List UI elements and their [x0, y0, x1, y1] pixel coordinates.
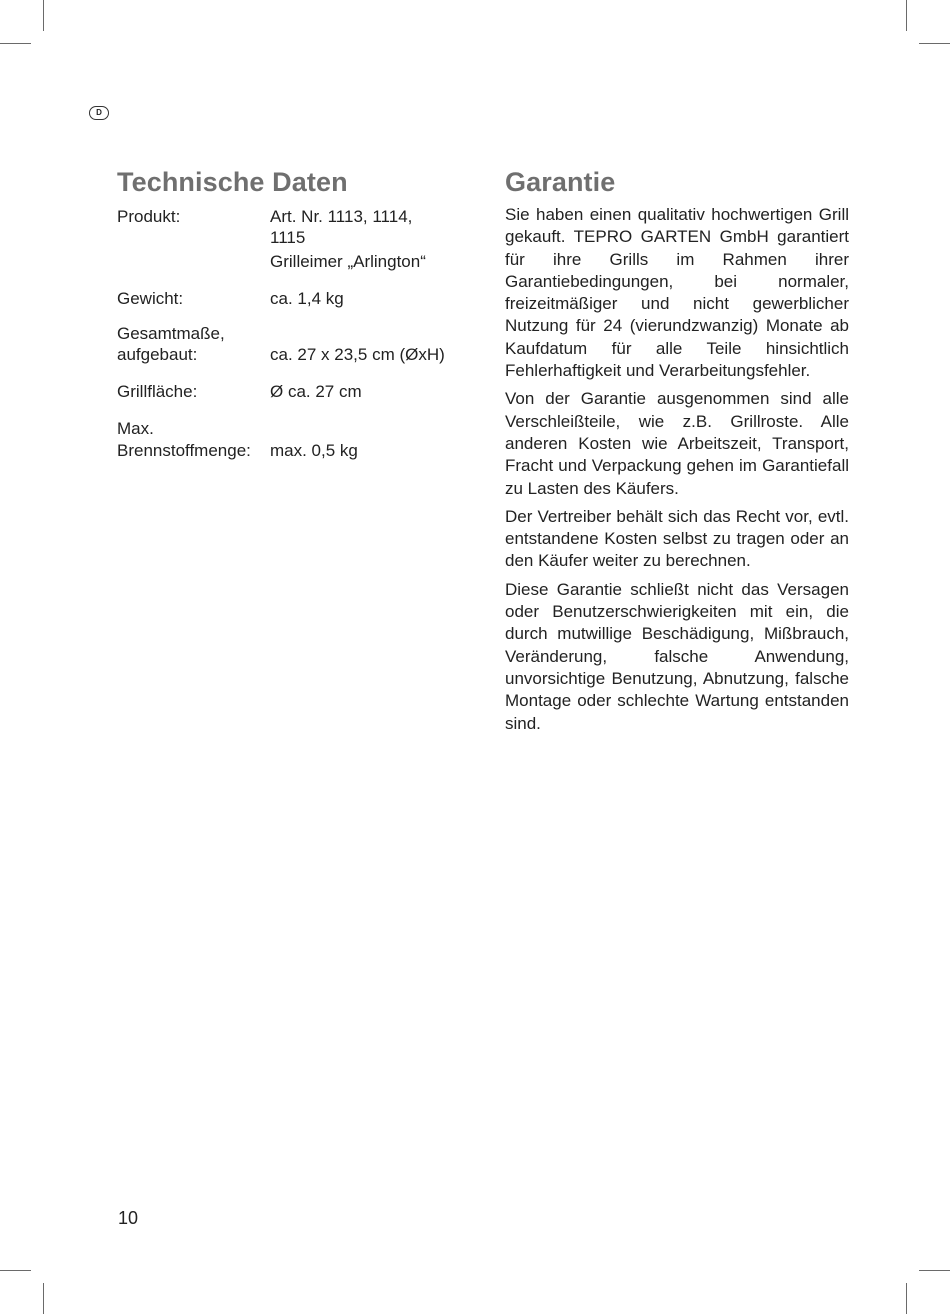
- warranty-heading: Garantie: [505, 167, 616, 197]
- spec-label: aufgebaut:: [117, 345, 198, 364]
- crop-mark-top-right-horizontal: [919, 43, 950, 44]
- spec-value: ca. 1,4 kg: [270, 289, 344, 308]
- page-number: 10: [118, 1208, 139, 1228]
- crop-mark-top-left-horizontal: [0, 43, 31, 44]
- crop-mark-top-right-vertical: [906, 0, 907, 31]
- spec-label: Max.: [117, 419, 154, 438]
- crop-mark-bottom-left-vertical: [43, 1283, 44, 1314]
- spec-value: Art. Nr. 1113, 1114,: [270, 207, 413, 226]
- warranty-paragraph: Sie haben einen qualitativ hochwertigen Grill gekauft. TEPRO GARTEN GmbH garantiert für ihre Grills im Rahmen ihrer Garantiebedingungen, bei normaler, freizeitmäßiger und nicht gewerblicher Nutzung für 24 (vierundzwanzig) Monate ab Kaufdatum für alle Teile hinsichtlich Fehlerhaftigkeit und Verarbeitungsfehler.: [505, 205, 849, 381]
- warranty-paragraph: Diese Garantie schließt nicht das Versagen oder Benutzerschwierigkeiten mit ein, die durch mutwillige Beschädigung, Mißbrauch, Veränderung, falsche Anwendung, unvorsichtige Benutzung, Abnutzung, falsche Montage oder schlechte Wartung entstanden sind.: [505, 579, 849, 733]
- warranty-paragraph: Von der Garantie ausgenommen sind alle Verschleißteile, wie z.B. Grillroste. Alle anderen Kosten wie Arbeitszeit, Transport, Fracht und Verpackung gehen im Garantiefall zu Lasten des Käufers.: [505, 389, 849, 498]
- spec-value: ca. 27 x 23,5 cm (ØxH): [270, 345, 445, 364]
- spec-value: Ø ca. 27 cm: [270, 382, 362, 401]
- spec-label: Gesamtmaße,: [117, 324, 225, 343]
- spec-label: Produkt:: [117, 207, 181, 226]
- spec-label: Brennstoffmenge:: [117, 441, 251, 460]
- spec-value: max. 0,5 kg: [270, 441, 358, 460]
- warranty-paragraph: Der Vertreiber behält sich das Recht vor, evtl. entstandene Kosten selbst zu tragen oder an den Käufer weiter zu berechnen.: [505, 506, 849, 571]
- crop-mark-top-left-vertical: [43, 0, 44, 31]
- spec-label: Gewicht:: [117, 289, 184, 308]
- spec-label: Grillfläche:: [117, 382, 198, 401]
- crop-mark-bottom-right-horizontal: [919, 1270, 950, 1271]
- language-badge: D: [89, 106, 109, 120]
- warranty-text: [505, 204, 849, 741]
- spec-value: 1115: [270, 228, 306, 247]
- spec-value: Grilleimer „Arlington“: [270, 252, 426, 271]
- technical-data-heading: Technische Daten: [117, 167, 348, 197]
- crop-mark-bottom-right-vertical: [906, 1283, 907, 1314]
- crop-mark-bottom-left-horizontal: [0, 1270, 31, 1271]
